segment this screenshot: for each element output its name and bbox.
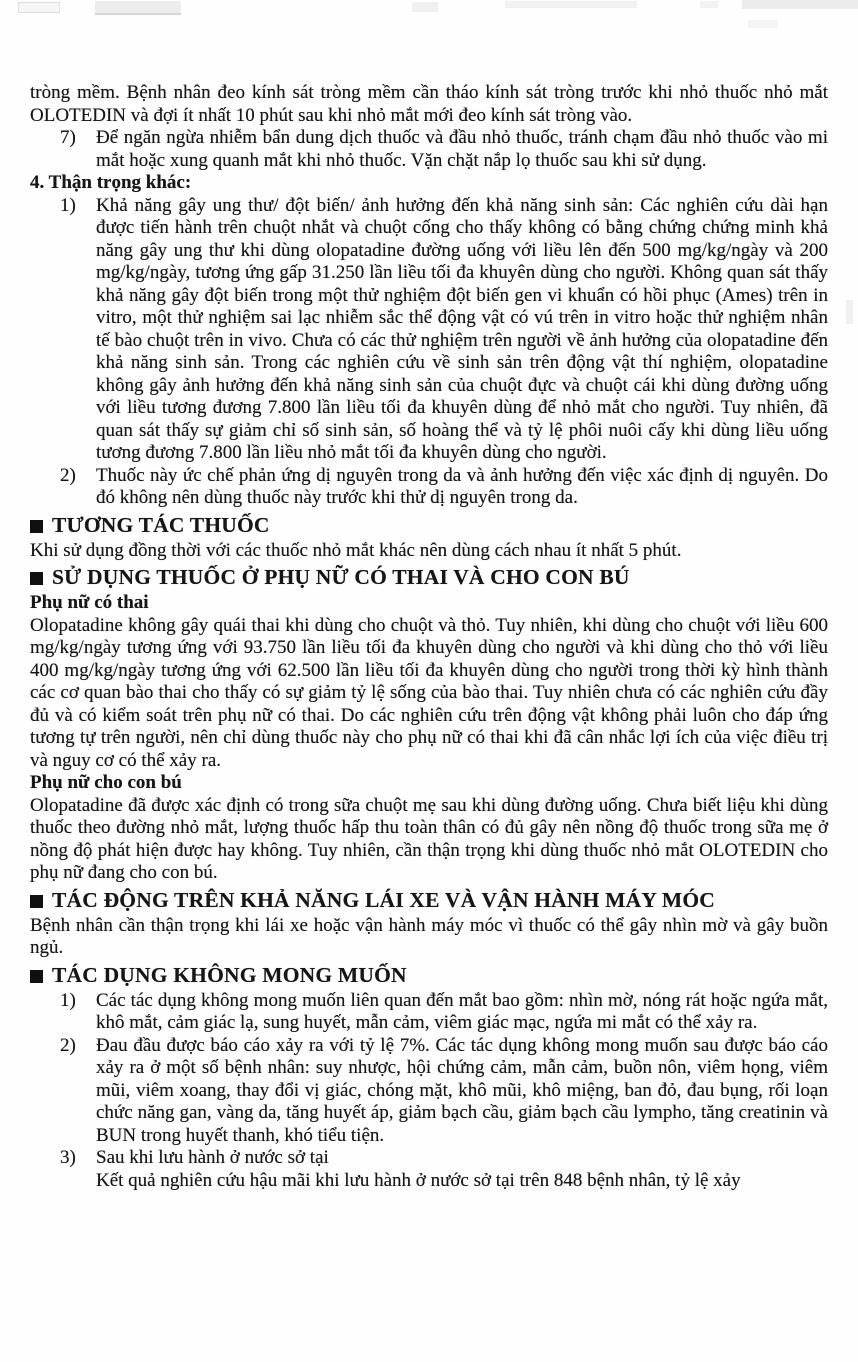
other-precaution-item-2: [60, 464, 828, 510]
heading-label: TÁC ĐỘNG TRÊN KHẢ NĂNG LÁI XE VÀ VẬN HÀNH MÁY MÓC: [52, 887, 715, 912]
square-bullet-icon: [30, 895, 43, 908]
square-bullet-icon: [30, 970, 43, 983]
scan-artifact: [412, 2, 438, 12]
scan-artifact: [95, 1, 181, 15]
scan-artifact: [748, 20, 778, 28]
list-number: 1): [60, 989, 76, 1011]
scan-artifact: [742, 0, 858, 9]
list-item-text: Thuốc này ức chế phản ứng dị nguyên trong da và ảnh hưởng đến việc xác định dị nguyên. Do đó không nên dùng thuốc này trước khi thử dị nguyên trong da.: [96, 464, 828, 508]
adverse-effect-item-1: [60, 989, 828, 1035]
section-heading-driving-machines: [30, 887, 828, 914]
heading-label: SỬ DỤNG THUỐC Ở PHỤ NỮ CÓ THAI VÀ CHO CON BÚ: [52, 565, 630, 589]
list-item-text: Các tác dụng không mong muốn liên quan đến mắt bao gồm: nhìn mờ, nóng rát hoặc ngứa mắt, khô mắt, cảm giác lạ, sung huyết, mẫn cảm, viêm giác mạc, ngứa mi mắt có thể xảy ra.: [96, 989, 828, 1033]
list-number: 2): [60, 1034, 76, 1056]
heading-label: TƯƠNG TÁC THUỐC: [52, 512, 270, 537]
section-heading-adverse-effects: [30, 962, 828, 989]
list-number: 3): [60, 1147, 76, 1168]
list-number: 2): [60, 464, 76, 486]
scan-artifact: [18, 2, 60, 13]
subheading-nursing-women: Phụ nữ cho con bú: [30, 772, 182, 793]
post-marketing-line-2: Kết quả nghiên cứu hậu mãi khi lưu hành ở nước sở tại trên 848 bệnh nhân, tỷ lệ xảy: [96, 1169, 741, 1191]
list-item-text: Khả năng gây ung thư/ đột biến/ ảnh hưởng đến khả năng sinh sản: Các nghiên cứu dài hạn được tiến hành trên chuột nhắt và chuột cống cho thấy không có bằng chứng chứng minh khả năng gây ung thư khi dùng olopatadine đường uống với liều lên đến 500 mg/kg/ngày và 200 mg/kg/ngày, tương ứng gấp 31.250 lần liều tối đa khuyên dùng cho người. Không quan sát thấy khả năng gây đột biến trong một thử nghiệm đột biến gen vi khuẩn có hồi phục (Ames) trên in vitro, một thử nghiệm sai lạc nhiễm sắc thể động vật có vú trên in vitro hoặc thử nghiệm nhân tế bào chuột trên in vivo. Chưa có các thử nghiệm trên người về ảnh hưởng của olopatadine đến khả năng sinh sản. Trong các nghiên cứu về sinh sản trên động vật thí nghiệm, olopatadine không gây ảnh hưởng đến khả năng sinh sản của chuột đực và chuột cái khi dùng đường uống với liều tương đương 7.800 lần liều tối đa khuyên dùng để nhỏ mắt cho người. Tuy nhiên, đã quan sát thấy sự giảm chỉ số sinh sản, số hoàng thể và tỷ lệ phôi nuôi cấy khi dùng liều uống tương đương 7.800 lần liều nhỏ mắt tối đa khuyên dùng cho người.: [96, 194, 828, 463]
scan-artifact: [505, 1, 637, 8]
section-heading-drug-interactions: [30, 512, 828, 539]
paragraph-contact-lens-continuation: tròng mềm. Bệnh nhân đeo kính sát tròng mềm cần tháo kính sát tròng trước khi nhỏ thuốc nhỏ mắt OLOTEDIN và đợi ít nhất 10 phút sau khi nhỏ mắt mới đeo kính sát tròng vào.: [30, 82, 828, 126]
square-bullet-icon: [30, 572, 43, 585]
other-precaution-item-1: [60, 194, 828, 465]
section-heading-pregnancy-lactation: [30, 564, 828, 591]
paragraph-pregnancy: Olopatadine không gây quái thai khi dùng cho chuột và thỏ. Tuy nhiên, khi dùng cho chuột với liều 600 mg/kg/ngày tương ứng với 93.750 lần liều tối đa khuyên dùng cho người và khi dùng cho thỏ với liều 400 mg/kg/ngày tương ứng với 62.500 lần liều tối đa khuyên dùng cho người trong thời kỳ hình thành các cơ quan bào thai cho thấy có sự giảm tỷ lệ sống của bào thai. Tuy nhiên chưa có các nghiên cứu đầy đủ và có kiểm soát trên phụ nữ có thai. Do các nghiên cứu trên động vật không phải luôn cho đáp ứng tương tự trên người, nên chỉ dùng thuốc này cho phụ nữ có thai khi đã cân nhắc lợi ích của việc điều trị và nguy cơ có thể xảy ra.: [30, 614, 828, 771]
subheading-other-precautions: 4. Thận trọng khác:: [30, 172, 192, 193]
list-number: 7): [60, 127, 76, 148]
post-marketing-line-1: Sau khi lưu hành ở nước sở tại: [96, 1147, 329, 1168]
paragraph-driving: Bệnh nhân cần thận trọng khi lái xe hoặc vận hành máy móc vì thuốc có thể gây nhìn mờ và gây buồn ngủ.: [30, 914, 828, 958]
square-bullet-icon: [30, 520, 43, 533]
paragraph-drug-interactions: Khi sử dụng đồng thời với các thuốc nhỏ mắt khác nên dùng cách nhau ít nhất 5 phút.: [30, 539, 682, 561]
list-item-text: [96, 1147, 828, 1192]
list-item-text: Để ngăn ngừa nhiễm bẩn dung dịch thuốc và đầu nhỏ thuốc, tránh chạm đầu nhỏ thuốc vào mi mắt hoặc xung quanh mắt khi nhỏ thuốc. Vặn chặt nắp lọ thuốc sau khi sử dụng.: [96, 127, 828, 171]
adverse-effect-item-2: [60, 1034, 828, 1148]
adverse-effect-item-3: [60, 1147, 828, 1192]
heading-label: TÁC DỤNG KHÔNG MONG MUỐN: [52, 962, 407, 987]
scan-artifact: [846, 300, 853, 324]
list-item-text: Đau đầu được báo cáo xảy ra với tỷ lệ 7%. Các tác dụng không mong muốn sau được báo cáo xảy ra ở một số bệnh nhân: suy nhược, hội chứng cảm, mẫn cảm, buồn nôn, viêm họng, viêm mũi, viêm xoang, thay đổi vị giác, chóng mặt, khô mũi, khô miệng, ban đỏ, đau bụng, rối loạn chức năng gan, vàng da, tăng huyết áp, giảm bạch cầu, giảm bạch cầu lympho, tăng creatinin và BUN trong huyết thanh, khó tiểu tiện.: [96, 1034, 828, 1146]
list-number: 1): [60, 194, 76, 216]
leaflet-text-body: [30, 82, 828, 1192]
precaution-list-item-7: [60, 127, 828, 172]
scan-artifact: [700, 1, 718, 8]
subheading-pregnant-women: Phụ nữ có thai: [30, 592, 149, 613]
paragraph-lactation: Olopatadine đã được xác định có trong sữa chuột mẹ sau khi dùng đường uống. Chưa biết liệu khi dùng thuốc theo đường nhỏ mắt, lượng thuốc hấp thu toàn thân có đủ gây nên nồng độ thuốc trong sữa mẹ ở nồng độ phát hiện được hay không. Tuy nhiên, cần thận trọng khi dùng thuốc nhỏ mắt OLOTEDIN cho phụ nữ đang cho con bú.: [30, 794, 828, 883]
